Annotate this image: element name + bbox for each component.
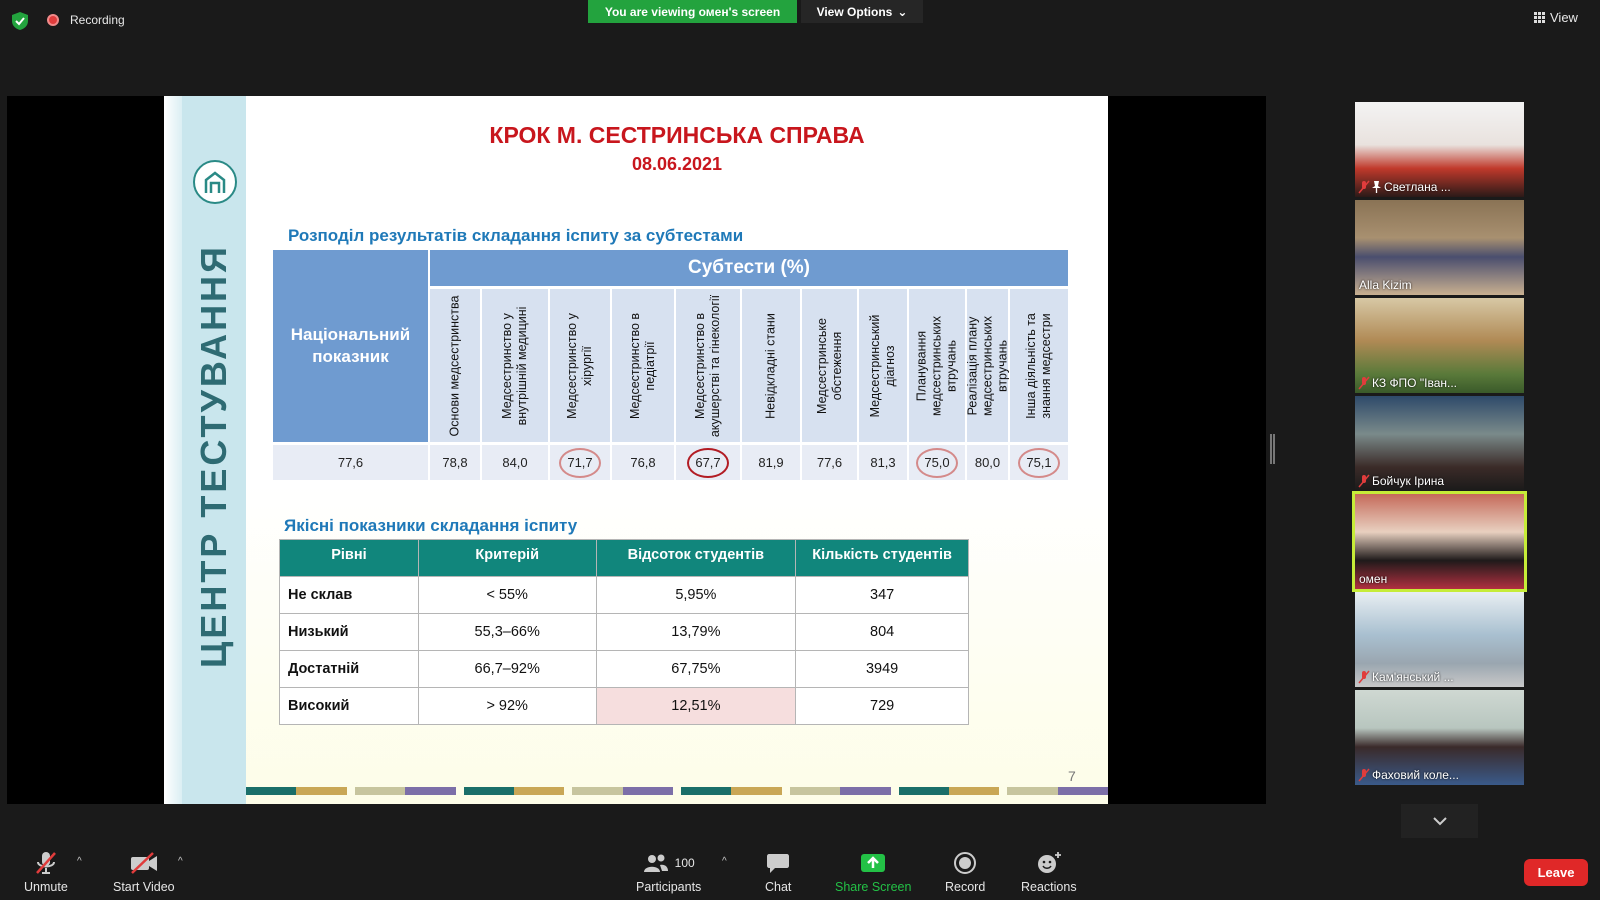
side-title: ЦЕНТР ТЕСТУВАННЯ bbox=[193, 244, 234, 668]
subtest-label: Невідкладні стани bbox=[763, 312, 778, 419]
subtest-label: Реалізація плану медсестринських втручань bbox=[965, 315, 1009, 416]
subtests-header: Субтести (%) bbox=[430, 250, 1068, 286]
subtest-label: Медсестринство у внутрішній медицині bbox=[500, 306, 529, 425]
slide-date: 08.06.2021 bbox=[631, 154, 723, 174]
highlight-circle: 75,1 bbox=[1018, 448, 1060, 478]
muted-mic-icon bbox=[1359, 769, 1369, 781]
scroll-down-button[interactable] bbox=[1401, 804, 1478, 838]
percent-cell: 5,95% bbox=[596, 577, 796, 614]
meeting-toolbar bbox=[0, 838, 1600, 900]
participant-name-bar bbox=[1359, 768, 1459, 782]
share-screen-button[interactable] bbox=[835, 850, 911, 894]
participant-name-bar bbox=[1359, 572, 1387, 586]
view-button[interactable] bbox=[1534, 10, 1578, 25]
criterion-cell: > 92% bbox=[418, 688, 596, 725]
subtest-value: 84,0 bbox=[502, 455, 528, 470]
level-cell: Достатній bbox=[280, 651, 419, 688]
count-cell: 729 bbox=[796, 688, 969, 725]
participants-label: Participants bbox=[636, 880, 702, 894]
start-video-button[interactable] bbox=[113, 850, 175, 894]
participant-name-bar bbox=[1359, 376, 1457, 390]
level-cell: Не склав bbox=[280, 577, 419, 614]
national-value: 77,6 bbox=[337, 455, 364, 470]
muted-mic-icon bbox=[33, 850, 59, 876]
pin-icon bbox=[1372, 181, 1381, 193]
participant-name: Фаховий коле... bbox=[1372, 768, 1459, 782]
participant-tile[interactable] bbox=[1355, 102, 1524, 197]
quality-header-criterion: Критерій bbox=[418, 540, 596, 577]
subtest-value bbox=[909, 445, 965, 480]
share-screen-icon bbox=[860, 852, 886, 874]
top-bar bbox=[0, 0, 1600, 40]
table-row bbox=[280, 614, 969, 651]
subtest-value: 81,3 bbox=[870, 455, 896, 470]
subtest-header-cell bbox=[676, 289, 740, 442]
subtest-header-cell bbox=[612, 289, 674, 442]
chevron-down-icon bbox=[1433, 817, 1447, 826]
percent-cell-highlighted: 12,51% bbox=[596, 688, 796, 725]
subtest-value bbox=[676, 445, 740, 480]
reactions-label: Reactions bbox=[1021, 880, 1077, 894]
participant-name: КЗ ФПО "Іван... bbox=[1372, 376, 1457, 390]
participants-count: 100 bbox=[674, 856, 695, 870]
highlight-circle: 75,0 bbox=[916, 448, 958, 478]
quality-header-count: Кількість студентів bbox=[796, 540, 969, 577]
participant-name: омен bbox=[1359, 572, 1388, 586]
participant-name-bar bbox=[1359, 670, 1454, 684]
reactions-icon bbox=[1036, 851, 1062, 875]
subtests-table bbox=[273, 250, 1068, 480]
participant-tile[interactable] bbox=[1355, 298, 1524, 393]
quality-header-percent: Відсоток студентів bbox=[596, 540, 796, 577]
muted-mic-icon bbox=[1359, 181, 1369, 193]
participants-icon bbox=[643, 853, 669, 873]
participant-name: Кам'янський ... bbox=[1372, 670, 1454, 684]
chevron-down-icon: ⌄ bbox=[897, 4, 908, 19]
highlight-circle: 71,7 bbox=[559, 448, 601, 478]
participant-tile[interactable] bbox=[1355, 396, 1524, 491]
subtest-label: Медсестринство в педіатрії bbox=[628, 312, 657, 419]
viewing-banner: You are viewing омен's screen bbox=[588, 0, 797, 23]
quality-header-levels: Рівні bbox=[280, 540, 419, 577]
criterion-cell: < 55% bbox=[418, 577, 596, 614]
level-cell: Низький bbox=[280, 614, 419, 651]
subtest-header-cell bbox=[1010, 289, 1068, 442]
leave-button[interactable]: Leave bbox=[1524, 859, 1588, 886]
page-number: 7 bbox=[1068, 768, 1076, 784]
subtest-value: 80,0 bbox=[974, 455, 1001, 470]
subtest-label: Інша діяльність та знання медсестри bbox=[1024, 312, 1053, 419]
presentation-slide bbox=[164, 96, 1108, 804]
participant-tile[interactable] bbox=[1355, 494, 1524, 589]
audio-options-caret[interactable]: ^ bbox=[77, 856, 82, 867]
view-label: View bbox=[1550, 10, 1578, 25]
subtest-label: Медсестринське обстеження bbox=[814, 317, 844, 414]
level-cell: Високий bbox=[280, 688, 419, 725]
participant-tile[interactable] bbox=[1355, 592, 1524, 687]
video-off-icon bbox=[129, 851, 159, 875]
percent-cell: 13,79% bbox=[596, 614, 796, 651]
recording-label: Recording bbox=[70, 13, 125, 27]
slide-footer-stripes bbox=[246, 787, 1108, 795]
participants-options-caret[interactable]: ^ bbox=[722, 856, 727, 867]
subtest-label: Планування медсестринських втручань bbox=[914, 315, 959, 416]
testing-center-logo bbox=[193, 160, 237, 204]
subtest-header-cell bbox=[742, 289, 800, 442]
unmute-button[interactable] bbox=[24, 850, 68, 894]
unmute-label: Unmute bbox=[24, 880, 68, 894]
participant-name: Alla Kizim bbox=[1359, 278, 1412, 292]
participant-tile[interactable] bbox=[1355, 200, 1524, 295]
count-cell: 804 bbox=[796, 614, 969, 651]
participant-name-bar bbox=[1359, 180, 1451, 194]
percent-cell: 67,75% bbox=[596, 651, 796, 688]
share-screen-label: Share Screen bbox=[835, 880, 912, 894]
subtests-section-title: Розподіл результатів складання іспиту за субтестами bbox=[288, 226, 744, 245]
subtest-header-cell bbox=[430, 289, 480, 442]
table-row bbox=[280, 577, 969, 614]
subtest-value bbox=[550, 445, 610, 480]
subtest-label: Медсестринство в акушерстві та гінекології bbox=[693, 294, 722, 437]
subtest-header-cell bbox=[859, 289, 907, 442]
quality-table bbox=[279, 539, 969, 725]
subtest-header-cell bbox=[909, 289, 965, 442]
subtest-label: Медсестринський діагноз bbox=[868, 314, 897, 417]
video-options-caret[interactable]: ^ bbox=[178, 856, 183, 867]
muted-mic-icon bbox=[1359, 671, 1369, 683]
subtest-header-cell bbox=[550, 289, 610, 442]
shield-icon[interactable] bbox=[12, 12, 28, 30]
chat-icon bbox=[766, 852, 790, 874]
participant-name-bar bbox=[1359, 474, 1444, 488]
record-icon bbox=[953, 851, 977, 875]
subtest-header-cell bbox=[967, 289, 1008, 442]
count-cell: 347 bbox=[796, 577, 969, 614]
participant-tile[interactable] bbox=[1355, 690, 1524, 785]
grid-icon bbox=[1534, 12, 1545, 23]
slide-title: КРОК М. СЕСТРИНСЬКА СПРАВА bbox=[489, 122, 865, 148]
recording-icon bbox=[47, 14, 59, 26]
muted-mic-icon bbox=[1359, 377, 1369, 389]
subtest-header-cell bbox=[802, 289, 857, 442]
subtest-label: Основи медсестринства bbox=[447, 295, 462, 436]
participant-name: Бойчук Ірина bbox=[1372, 474, 1445, 488]
criterion-cell: 66,7–92% bbox=[418, 651, 596, 688]
count-cell: 3949 bbox=[796, 651, 969, 688]
chat-button[interactable] bbox=[765, 850, 791, 894]
highlight-circle: 67,7 bbox=[687, 448, 729, 478]
subtest-label: Медсестринство у хірургії bbox=[565, 312, 594, 419]
start-video-label: Start Video bbox=[113, 880, 175, 894]
participant-name: Светлана ... bbox=[1384, 180, 1451, 194]
national-indicator-header: Національний показник bbox=[273, 250, 428, 442]
reactions-button[interactable] bbox=[1021, 850, 1077, 894]
record-label: Record bbox=[945, 880, 986, 894]
splitter-handle[interactable] bbox=[1270, 434, 1275, 464]
subtest-value: 77,6 bbox=[816, 455, 843, 470]
table-row bbox=[280, 688, 969, 725]
subtest-header-cell bbox=[482, 289, 548, 442]
subtest-value: 78,8 bbox=[442, 455, 468, 470]
view-options-button[interactable] bbox=[801, 0, 923, 23]
table-row bbox=[280, 651, 969, 688]
muted-mic-icon bbox=[1359, 475, 1369, 487]
subtest-value: 81,9 bbox=[758, 455, 784, 470]
criterion-cell: 55,3–66% bbox=[418, 614, 596, 651]
subtest-value: 76,8 bbox=[630, 455, 656, 470]
chat-label: Chat bbox=[765, 880, 792, 894]
view-options-label: View Options bbox=[816, 4, 893, 19]
record-button[interactable] bbox=[945, 850, 985, 894]
participant-name-bar bbox=[1359, 278, 1412, 292]
subtest-value bbox=[1010, 445, 1068, 480]
participants-button[interactable] bbox=[636, 850, 701, 894]
quality-section-title: Якісні показники складання іспиту bbox=[284, 516, 578, 535]
